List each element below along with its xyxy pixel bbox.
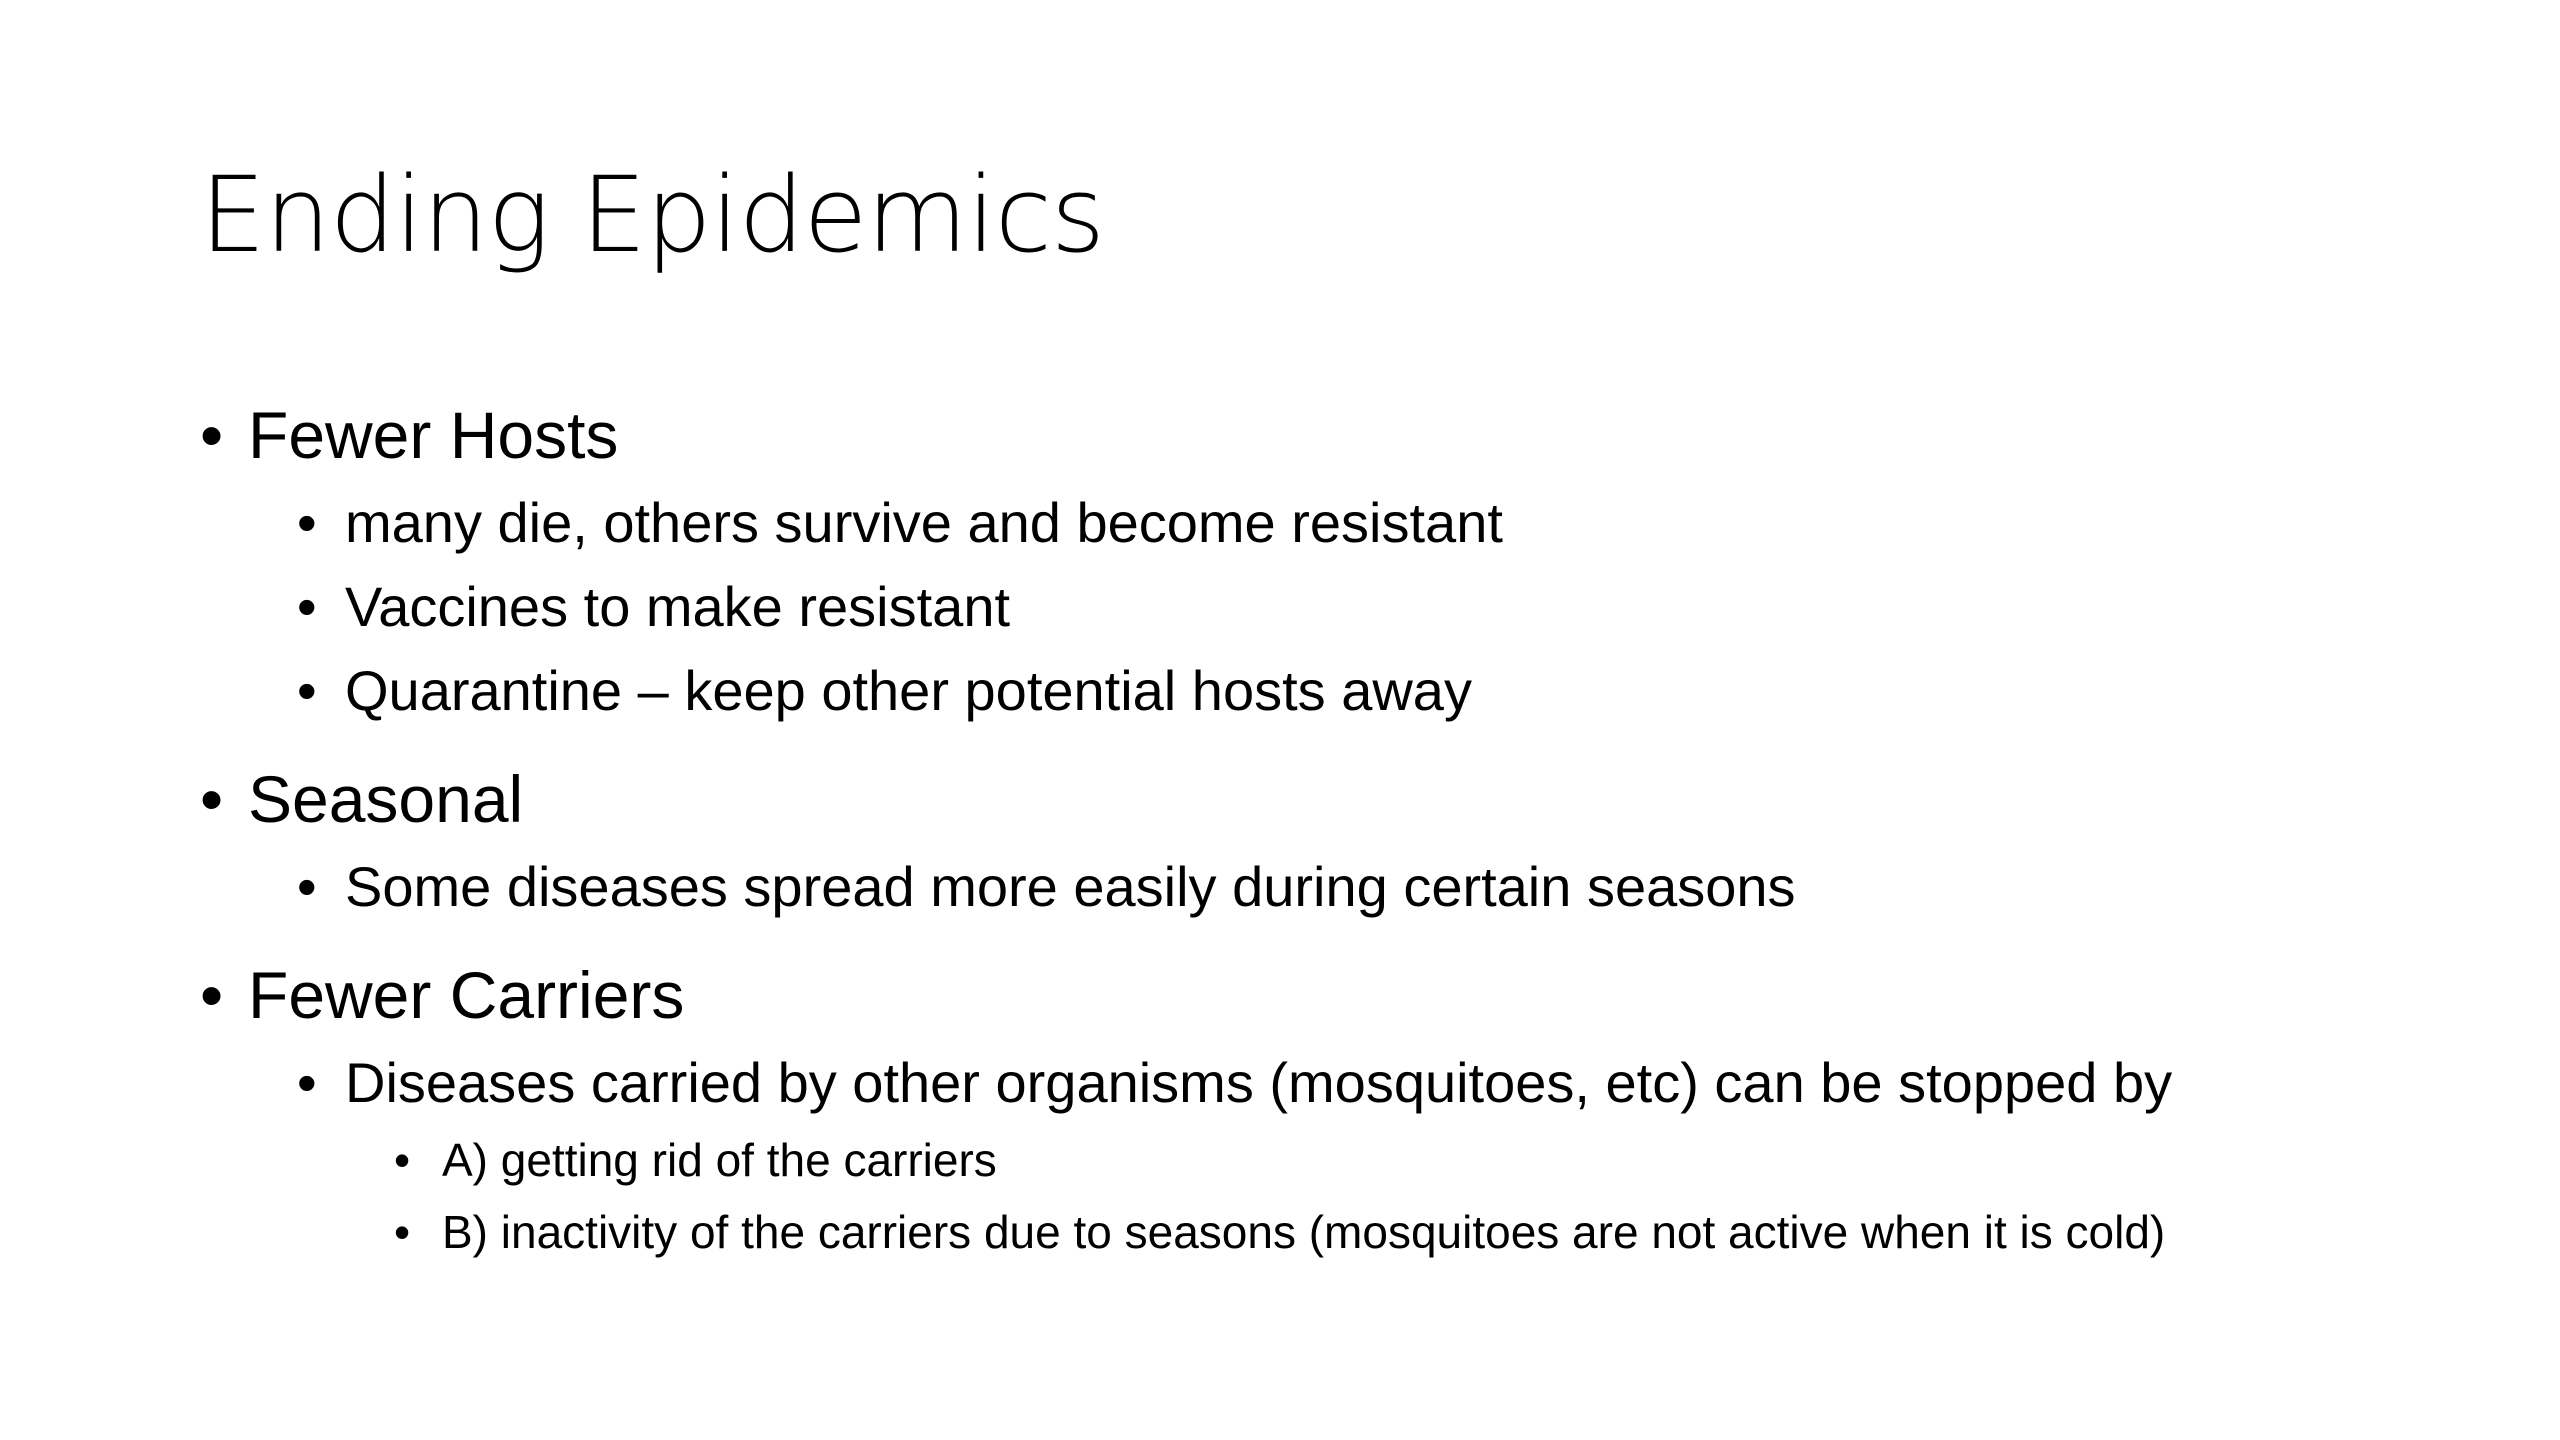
bullet-item-fewer-carriers	[200, 950, 2400, 1040]
bullet-dot-icon: •	[297, 855, 317, 918]
sub-bullet-item	[200, 846, 2400, 928]
bullet-text: Fewer Carriers	[248, 958, 685, 1032]
bullet-dot-icon: •	[297, 575, 317, 638]
bullet-text: Vaccines to make resistant	[345, 575, 1011, 638]
sub-sub-bullet-item	[200, 1124, 2400, 1196]
bullet-text: Seasonal	[248, 762, 524, 836]
bullet-text: A) getting rid of the carriers	[442, 1134, 997, 1186]
bullet-dot-icon: •	[200, 762, 224, 836]
bullet-text: Diseases carried by other organisms (mosquitoes, etc) can be stopped by	[345, 1051, 2173, 1114]
bullet-dot-icon: •	[394, 1206, 411, 1258]
bullet-text: Quarantine – keep other potential hosts away	[345, 659, 1472, 722]
bullet-text: B) inactivity of the carriers due to seasons (mosquitoes are not active when it is cold)	[442, 1206, 2166, 1258]
sub-bullet-item	[200, 650, 2400, 732]
bullet-item-seasonal	[200, 754, 2400, 844]
sub-sub-bullet-item	[200, 1196, 2400, 1268]
bullet-dot-icon: •	[297, 1051, 317, 1114]
bullet-list	[200, 390, 2400, 1268]
bullet-dot-icon: •	[394, 1134, 411, 1186]
bullet-dot-icon: •	[200, 958, 224, 1032]
bullet-text: Fewer Hosts	[248, 398, 619, 472]
slide-title: Ending Epidemics	[200, 154, 1105, 276]
sub-bullet-item	[200, 1042, 2400, 1124]
bullet-dot-icon: •	[297, 491, 317, 554]
bullet-item-fewer-hosts	[200, 390, 2400, 480]
sub-bullet-item	[200, 482, 2400, 564]
bullet-dot-icon: •	[200, 398, 224, 472]
bullet-text: Some diseases spread more easily during certain seasons	[345, 855, 1796, 918]
bullet-text: many die, others survive and become resistant	[345, 491, 1503, 554]
bullet-dot-icon: •	[297, 659, 317, 722]
sub-bullet-item	[200, 566, 2400, 648]
